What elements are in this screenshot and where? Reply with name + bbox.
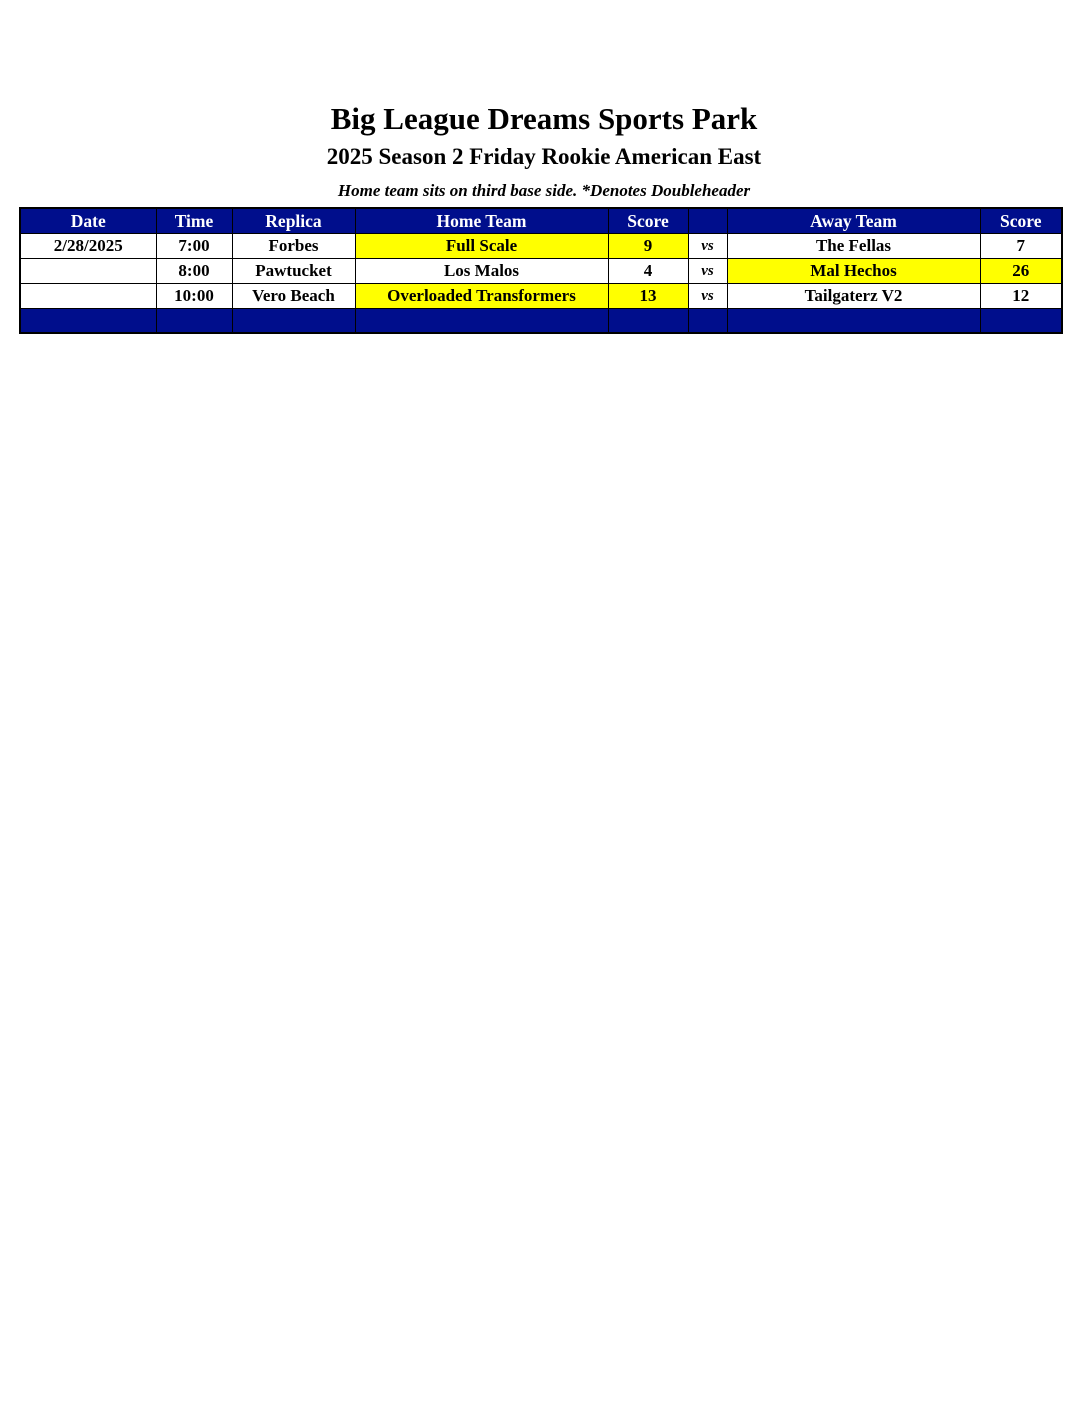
footer-cell bbox=[980, 309, 1062, 334]
header-home-score: Score bbox=[608, 208, 688, 234]
cell-replica: Forbes bbox=[232, 234, 355, 259]
footer-cell bbox=[355, 309, 608, 334]
cell-home-team: Full Scale bbox=[355, 234, 608, 259]
footer-cell bbox=[688, 309, 727, 334]
cell-replica: Pawtucket bbox=[232, 259, 355, 284]
header-home-team: Home Team bbox=[355, 208, 608, 234]
page-subtitle: 2025 Season 2 Friday Rookie American East bbox=[326, 144, 762, 169]
cell-time: 8:00 bbox=[156, 259, 232, 284]
cell-replica: Vero Beach bbox=[232, 284, 355, 309]
cell-home-team: Overloaded Transformers bbox=[355, 284, 608, 309]
footer-cell bbox=[232, 309, 355, 334]
cell-date bbox=[20, 284, 156, 309]
header-away-team: Away Team bbox=[727, 208, 980, 234]
cell-away-score: 12 bbox=[980, 284, 1062, 309]
schedule-note: Home team sits on third base side. *Denotes Doubleheader bbox=[337, 181, 751, 200]
cell-time: 7:00 bbox=[156, 234, 232, 259]
cell-vs: vs bbox=[688, 234, 727, 259]
footer-cell bbox=[20, 309, 156, 334]
cell-home-score: 9 bbox=[608, 234, 688, 259]
table-row bbox=[20, 234, 1062, 259]
cell-home-team: Los Malos bbox=[355, 259, 608, 284]
header-row bbox=[20, 208, 1062, 234]
cell-away-team: The Fellas bbox=[727, 234, 980, 259]
cell-away-score: 26 bbox=[980, 259, 1062, 284]
table-footer-row bbox=[20, 309, 1062, 334]
header-replica: Replica bbox=[232, 208, 355, 234]
cell-away-score: 7 bbox=[980, 234, 1062, 259]
table-row bbox=[20, 259, 1062, 284]
cell-away-team: Mal Hechos bbox=[727, 259, 980, 284]
header-date: Date bbox=[20, 208, 156, 234]
cell-date bbox=[20, 259, 156, 284]
footer-cell bbox=[156, 309, 232, 334]
schedule-table bbox=[19, 207, 1063, 334]
footer-cell bbox=[727, 309, 980, 334]
header-away-score: Score bbox=[980, 208, 1062, 234]
page-title: Big League Dreams Sports Park bbox=[330, 101, 758, 136]
cell-vs: vs bbox=[688, 259, 727, 284]
cell-home-score: 13 bbox=[608, 284, 688, 309]
cell-home-score: 4 bbox=[608, 259, 688, 284]
table-row bbox=[20, 284, 1062, 309]
header-time: Time bbox=[156, 208, 232, 234]
cell-time: 10:00 bbox=[156, 284, 232, 309]
header-vs bbox=[688, 208, 727, 234]
cell-vs: vs bbox=[688, 284, 727, 309]
cell-date: 2/28/2025 bbox=[20, 234, 156, 259]
cell-away-team: Tailgaterz V2 bbox=[727, 284, 980, 309]
footer-cell bbox=[608, 309, 688, 334]
